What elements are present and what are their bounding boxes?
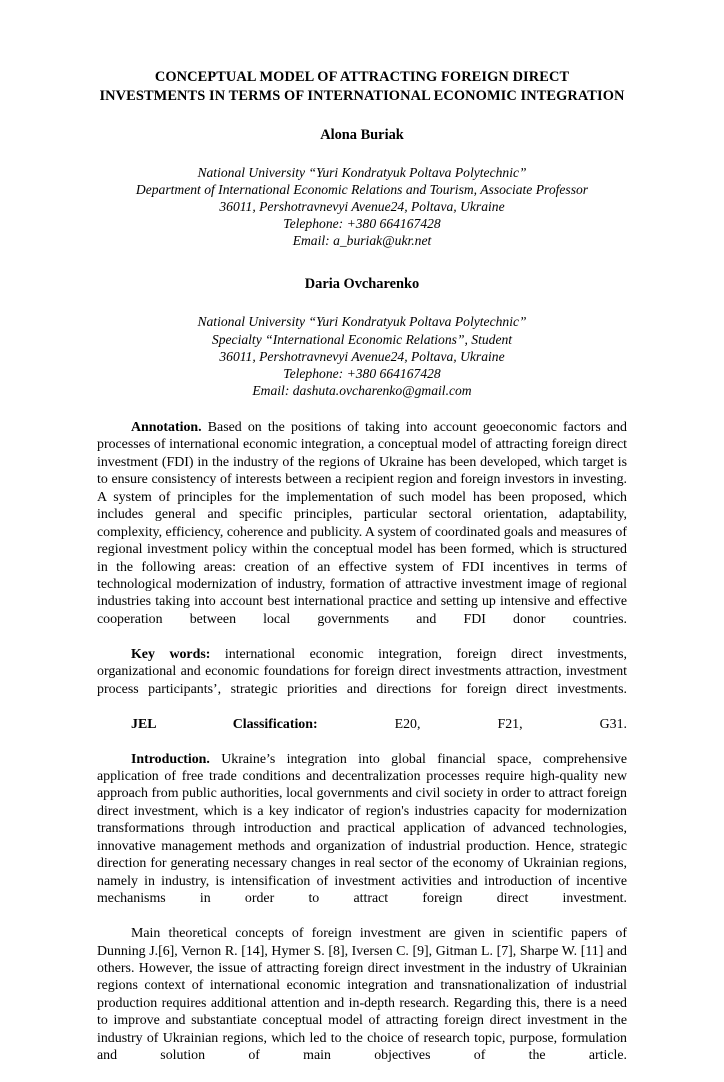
keywords-label: Key words:	[131, 646, 211, 662]
literature-review-paragraph: Main theoretical concepts of foreign investment are given in scientific papers of Dunning J.[6], Vernon R. [14], Hymer S. [8], Iversen C. [9], Gitman L. [7], Sharpe W. [11] and others. However, the issue of attracting foreign direct investment in the industry of Ukrainian regions context of international economic integration and transnationalization of industrial production requires additional attention and in-depth research. Regarding this, there is a need to improve and substantiate conceptual model of attracting foreign direct investment in the industry of Ukrainian regions, which led to the choice of research topic, purpose, formulation and solution of main objectives of the article.	[97, 926, 627, 1064]
title-line-2: INVESTMENTS IN TERMS OF INTERNATIONAL ECONOMIC INTEGRATION	[99, 87, 625, 104]
affiliation-email: Email: a_buriak@ukr.net	[292, 233, 432, 249]
introduction-paragraph	[97, 751, 627, 926]
jel-paragraph	[97, 716, 627, 751]
affiliation-line: National University “Yuri Kondratyuk Poltava Polytechnic”	[197, 165, 527, 180]
affiliation-line: National University “Yuri Kondratyuk Poltava Polytechnic”	[197, 314, 527, 330]
affiliation-telephone: Telephone: +380 664167428	[283, 216, 441, 232]
annotation-text: Based on the positions of taking into account geoeconomic factors and processes of international economic integration, a conceptual model of attracting foreign direct investment (FDI) in the industry of the regions of Ukraine has been developed, which target is to ensure consistency of interests between a recipient region and foreign investors in investing. A system of principles for the implementation of such model has been proposed, which includes general and specific principles, particular sectoral orientation, adaptability, complexity, efficiency, coherence and publicity. A system of coordinated goals and measures of regional investment policy within the conceptual model has been formed, which is structured in the following areas: creation of an effective system of FDI incentives in terms of technological modernization of industry, formation of attractive investment image of regional industries taking into account best international practice and setting up intensive and effective cooperation between local governments and FDI donor countries.	[97, 419, 627, 627]
affiliation-line: Specialty “International Economic Relations”, Student	[211, 331, 513, 347]
jel-label: JEL Classification:	[131, 716, 318, 732]
introduction-text: Ukraine’s integration into global financial space, comprehensive application of free trade conditions and decentralization processes require high-quality new approach from public authorities, local governments and civil society in order to attract foreign direct investment, which is a key indicator of region's industries capacity for modernization transformations through introduction and practical application of advanced technologies, innovative management methods and organization of industrial production. Hence, strategic direction for generating necessary changes in real sector of the economy of Ukrainian regions, namely in industry, is intensification of investment activities and introduction of incentive mechanisms in order to attract foreign direct investment.	[97, 751, 627, 907]
page-title	[97, 68, 627, 105]
author-name-2: Daria Ovcharenko	[304, 276, 420, 293]
keywords-text: international economic integration, foreign direct investments, organizational and economic foundations for foreign direct investments attraction, investment process participants’, strategic priorities and directions for foreign direct investments.	[97, 646, 627, 697]
document-body	[97, 419, 627, 1082]
affiliation-line: Department of International Economic Relations and Tourism, Associate Professor	[135, 182, 589, 198]
affiliation-line: 36011, Pershotravnevyi Avenue24, Poltava, Ukraine	[219, 348, 505, 364]
jel-text: E20, F21, G31.	[317, 716, 627, 732]
author-name-1: Alona Buriak	[320, 127, 404, 143]
author-affiliation-2	[97, 313, 627, 398]
annotation-paragraph	[97, 419, 627, 646]
keywords-paragraph	[97, 646, 627, 716]
annotation-label: Annotation.	[131, 419, 202, 435]
affiliation-line: 36011, Pershotravnevyi Avenue24, Poltava, Ukraine	[219, 199, 505, 215]
introduction-label: Introduction.	[131, 751, 210, 767]
author-affiliation-1	[97, 164, 627, 249]
affiliation-telephone: Telephone: +380 664167428	[283, 365, 441, 381]
title-line-1: CONCEPTUAL MODEL OF ATTRACTING FOREIGN DIRECT	[154, 69, 570, 85]
affiliation-email: Email: dashuta.ovcharenko@gmail.com	[252, 382, 472, 398]
